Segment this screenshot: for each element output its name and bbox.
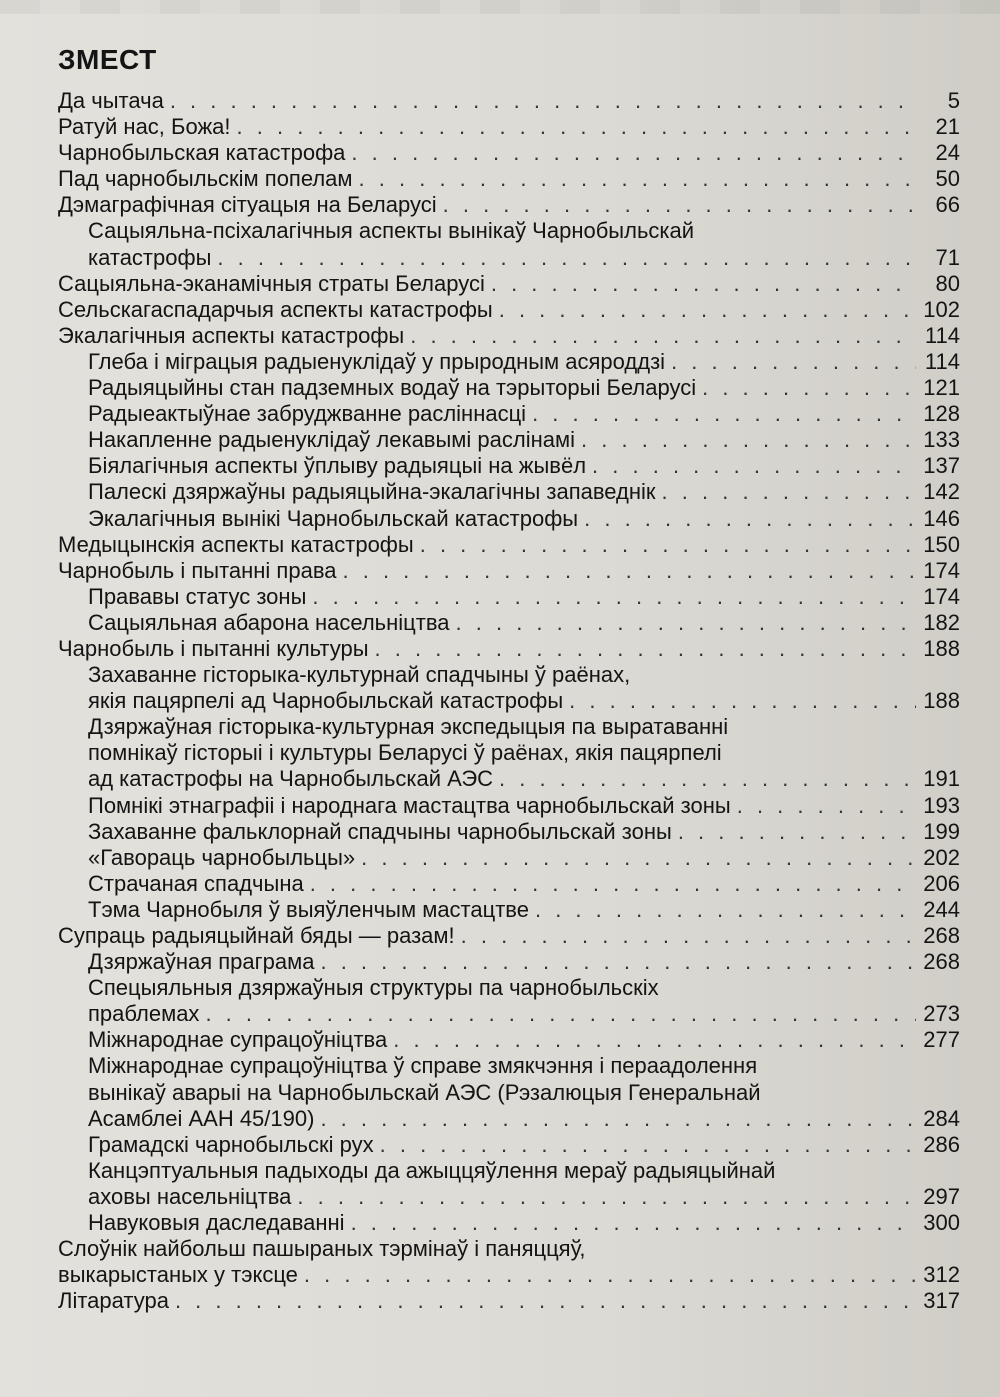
toc-page-number: 128 — [923, 401, 960, 427]
toc-entry-text: Чарнобыль і пытанні права — [58, 557, 337, 583]
toc-entry — [58, 532, 960, 558]
toc-page-number: 142 — [923, 479, 960, 505]
toc-entry-text: Экалагічныя аспекты катастрофы — [58, 322, 405, 348]
toc-page-number: 182 — [923, 609, 960, 635]
dot-leader — [361, 845, 916, 871]
toc-page-number: 146 — [923, 505, 960, 531]
toc-entry — [58, 375, 960, 401]
toc-entry-text: Медыцынскія аспекты катастрофы — [58, 531, 414, 557]
dot-leader — [343, 558, 917, 584]
toc-entry-text: Сацыяльна-эканамічныя страты Беларусі — [58, 270, 485, 296]
toc-entry — [58, 845, 960, 871]
toc-entry-text: Чарнобыль і пытанні культуры — [58, 635, 369, 661]
dot-leader — [702, 375, 916, 401]
toc-page-number: 199 — [923, 818, 960, 844]
toc-entry-text: Да чытача — [58, 88, 164, 113]
toc-entry-text: «Гавораць чарнобыльцы» — [88, 844, 356, 870]
toc-entry-text: Літаратура — [58, 1288, 169, 1314]
toc-entry-text: Чарнобыльская катастрофа — [58, 140, 346, 166]
dot-leader — [312, 584, 916, 610]
dot-leader — [592, 453, 916, 479]
toc-page-number: 121 — [923, 375, 960, 401]
dot-leader — [535, 897, 916, 923]
dot-leader — [380, 1132, 916, 1158]
toc-page-number: 317 — [923, 1288, 960, 1314]
toc-entry — [58, 271, 960, 297]
table-of-contents — [58, 88, 960, 1314]
dot-leader — [581, 427, 916, 453]
toc-page-number: 300 — [923, 1210, 960, 1236]
dot-leader — [410, 323, 916, 349]
dot-leader — [393, 1027, 916, 1053]
toc-page-number: 188 — [923, 688, 960, 714]
toc-entry-text: Сацыяльна-псіхалагічныя аспекты вынікаў Чарнобыльскай — [88, 218, 695, 244]
toc-entry — [58, 662, 960, 714]
dot-leader — [737, 793, 916, 819]
dot-leader — [351, 140, 916, 166]
toc-page-number: 268 — [923, 923, 960, 948]
toc-entry — [58, 610, 960, 636]
toc-page-number: 284 — [923, 1105, 960, 1131]
toc-entry-text: Міжнароднае супрацоўніцтва ў справе змякчэння і пераадолення — [88, 1053, 758, 1079]
toc-entry-text: Дзяржаўная праграма — [88, 949, 315, 975]
toc-entry — [58, 871, 960, 897]
toc-entry — [58, 166, 960, 192]
toc-entry-text: Пад чарнобыльскім попелам — [58, 166, 353, 192]
toc-entry — [58, 88, 960, 114]
toc-entry — [58, 453, 960, 479]
toc-entry — [58, 140, 960, 166]
toc-entry — [58, 427, 960, 453]
page-edge — [0, 0, 1000, 14]
dot-leader — [297, 1184, 916, 1210]
toc-entry-text: Тэма Чарнобыля ў выяўленчым мастацтве — [88, 896, 529, 922]
toc-entry-text: Накапленне радыенуклідаў лекавымі раслінамі — [88, 427, 576, 453]
toc-entry-text: Захаванне фальклорнай спадчыны чарнобыльскай зоны — [88, 818, 672, 844]
page-title: ЗМЕСТ — [58, 44, 157, 75]
toc-entry — [58, 506, 960, 532]
toc-entry-text: Навуковыя даследаванні — [88, 1210, 345, 1236]
toc-entry-text: Глеба і міграцыя радыенуклідаў у прыродным асяроддзі — [88, 348, 666, 374]
toc-entry — [58, 1288, 960, 1314]
toc-entry-text: Экалагічныя вынікі Чарнобыльскай катастрофы — [88, 505, 579, 531]
toc-entry-text: Помнікі этнаграфіі і народнага мастацтва чарнобыльскай зоны — [88, 792, 731, 818]
toc-entry-text: Ратуй нас, Божа! — [58, 114, 231, 140]
toc-entry-text: ад катастрофы на Чарнобыльскай АЭС — [88, 766, 494, 792]
toc-page-number: 71 — [935, 244, 960, 270]
toc-page-number: 102 — [923, 296, 960, 322]
toc-page-number: 80 — [935, 270, 960, 296]
toc-entry-text: Радыеактыўнае забруджванне раслiннасці — [88, 401, 527, 427]
toc-entry — [58, 114, 960, 140]
toc-page-number: 273 — [923, 1001, 960, 1027]
toc-entry-text: Слоўнік найбольш пашыраных тэрмінаў і паняццяў, — [58, 1236, 586, 1262]
toc-entry-text: Міжнароднае супрацоўніцтва — [88, 1027, 388, 1053]
dot-leader — [671, 349, 916, 375]
dot-leader — [304, 1262, 916, 1288]
toc-entry — [58, 1236, 960, 1288]
toc-entry-text: вынікаў аварыі на Чарнобыльскай АЭС (Рэзалюцыя Генеральнай — [88, 1079, 761, 1105]
toc-entry — [58, 1027, 960, 1053]
dot-leader — [491, 271, 916, 297]
toc-entry-text: праблемах — [88, 1001, 200, 1027]
toc-page-number: 21 — [935, 114, 960, 140]
dot-leader — [443, 192, 916, 218]
dot-leader — [320, 1106, 916, 1132]
toc-page-number: 24 — [935, 140, 960, 166]
toc-entry-text: Біялагічныя аспекты ўплыву радыяцыі на жывёл — [88, 453, 587, 479]
toc-entry-text: катастрофы — [88, 244, 212, 270]
toc-page-number: 114 — [924, 322, 960, 348]
dot-leader — [420, 532, 916, 558]
dot-leader — [375, 636, 916, 662]
toc-entry — [58, 1210, 960, 1236]
dot-leader — [310, 871, 916, 897]
toc-entry-text: Радыяцыйны стан падземных водаў на тэрыторыі Беларусі — [88, 375, 697, 401]
toc-entry — [58, 949, 960, 975]
dot-leader — [237, 114, 916, 140]
dot-leader — [359, 166, 916, 192]
toc-entry-text: якія пацярпелі ад Чарнобыльскай катастрофы — [88, 688, 564, 714]
toc-entry-text: Дзяржаўная гісторыка-культурная экспедыцыя па выратаванні — [88, 714, 729, 740]
toc-entry — [58, 558, 960, 584]
toc-entry — [58, 349, 960, 375]
toc-page-number: 286 — [923, 1131, 960, 1157]
toc-page-number: 268 — [923, 949, 960, 975]
toc-entry — [58, 714, 960, 792]
dot-leader — [461, 923, 916, 949]
toc-entry — [58, 923, 960, 949]
toc-page-number: 202 — [923, 844, 960, 870]
toc-entry — [58, 1158, 960, 1210]
toc-page-number: 206 — [923, 870, 960, 896]
toc-entry — [58, 1053, 960, 1131]
toc-entry-text: Спецыяльныя дзяржаўныя структуры па чарнобыльскіх — [88, 975, 659, 1001]
toc-entry-text: Супраць радыяцыйнай бяды — разам! — [58, 923, 455, 948]
toc-entry — [58, 793, 960, 819]
toc-entry-text: Прававы статус зоны — [88, 583, 307, 609]
toc-page-number: 114 — [924, 348, 960, 374]
toc-entry — [58, 401, 960, 427]
toc-entry-text: аховы насельніцтва — [88, 1183, 292, 1209]
toc-page-number: 66 — [935, 192, 960, 218]
toc-entry-text: Асамблеі ААН 45/190) — [88, 1105, 315, 1131]
toc-entry-text: Дэмаграфічная сітуацыя на Беларусі — [58, 192, 437, 218]
toc-page-number: 5 — [947, 88, 960, 113]
toc-page-number: 277 — [923, 1027, 960, 1053]
dot-leader — [569, 688, 916, 714]
toc-page-number: 50 — [935, 166, 960, 192]
dot-leader — [499, 297, 916, 323]
dot-leader — [351, 1210, 916, 1236]
toc-entry-text: выкарыстаных у тэксце — [58, 1262, 298, 1288]
toc-entry — [58, 819, 960, 845]
toc-entry — [58, 479, 960, 505]
dot-leader — [320, 949, 916, 975]
dot-leader — [205, 1001, 916, 1027]
dot-leader — [217, 245, 916, 271]
toc-entry — [58, 323, 960, 349]
toc-entry-text: Сацыяльная абарона насельніцтва — [88, 609, 450, 635]
toc-page-number: 312 — [923, 1262, 960, 1288]
toc-page-number: 133 — [923, 427, 960, 453]
toc-entry — [58, 584, 960, 610]
toc-entry — [58, 297, 960, 323]
toc-entry-text: Сельскагаспадарчыя аспекты катастрофы — [58, 296, 493, 322]
toc-entry — [58, 1132, 960, 1158]
toc-page-number: 137 — [923, 453, 960, 479]
dot-leader — [678, 819, 916, 845]
toc-page-number: 174 — [923, 557, 960, 583]
toc-entry-text: Канцэптуальныя падыходы да ажыццяўлення мераў радыяцыйнай — [88, 1157, 776, 1183]
dot-leader — [584, 506, 916, 532]
toc-entry-text: Грамадскі чарнобыльскі рух — [88, 1131, 374, 1157]
dot-leader — [662, 479, 916, 505]
toc-entry-text: Захаванне гісторыка-культурнай спадчыны ў раёнах, — [88, 662, 631, 688]
toc-entry-text: помнікаў гісторыі і культуры Беларусі ў раёнах, якія пацярпелі — [88, 740, 722, 766]
dot-leader — [532, 401, 916, 427]
dot-leader — [456, 610, 916, 636]
dot-leader — [499, 766, 916, 792]
toc-entry-text: Палескі дзяржаўны радыяцыйна-экалагічны запаведнік — [88, 479, 656, 505]
toc-page-number: 150 — [923, 531, 960, 557]
toc-page-number: 188 — [923, 635, 960, 661]
toc-page-number: 193 — [923, 792, 960, 818]
toc-page-number: 174 — [923, 583, 960, 609]
toc-entry — [58, 897, 960, 923]
toc-entry — [58, 636, 960, 662]
toc-entry — [58, 192, 960, 218]
toc-entry-text: Страчаная спадчына — [88, 870, 304, 896]
toc-page-number: 191 — [923, 766, 960, 792]
toc-entry — [58, 218, 960, 270]
toc-entry — [58, 975, 960, 1027]
toc-page-number: 244 — [923, 896, 960, 922]
toc-page-number: 297 — [923, 1183, 960, 1209]
dot-leader — [170, 88, 916, 114]
dot-leader — [175, 1288, 916, 1314]
